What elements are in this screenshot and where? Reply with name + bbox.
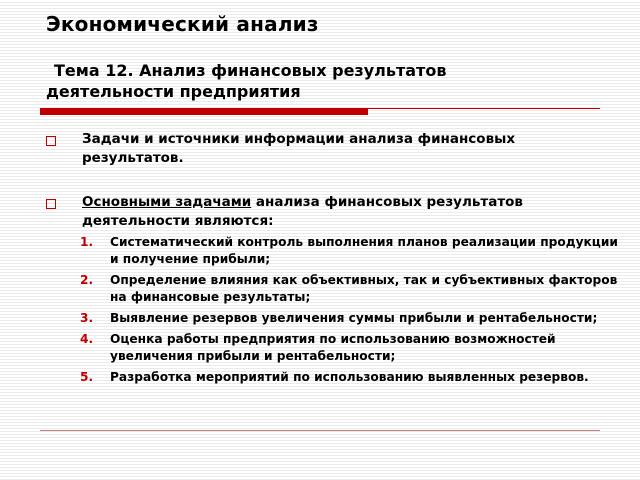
list-item-text: Разработка мероприятий по использованию выявленных резервов. [110, 370, 589, 384]
list-item-text: Определение влияния как объективных, так и субъективных факторов на финансовые результаты; [110, 273, 618, 304]
list-number: 5. [80, 370, 94, 384]
subtitle-line-2: деятельности предприятия [46, 82, 301, 101]
subtitle-line-1: Тема 12. Анализ финансовых результатов [54, 61, 447, 80]
list-number: 1. [80, 235, 94, 249]
title-accent-bar [40, 109, 368, 115]
slide-title: Экономический анализ [46, 12, 319, 36]
slide-subtitle [46, 60, 566, 102]
list-number: 4. [80, 332, 94, 346]
list-number: 3. [80, 311, 94, 325]
list-item [80, 310, 620, 327]
bullet-underlined-text: Основными задачами [82, 194, 252, 210]
square-bullet-icon [46, 199, 56, 209]
list-item-text: Систематический контроль выполнения планов реализации продукции и получение прибыли; [110, 235, 618, 266]
bullet-text: Задачи и источники информации анализа финансовых результатов. [82, 131, 516, 166]
footer-divider [40, 430, 600, 431]
square-bullet-icon [46, 136, 56, 146]
list-number: 2. [80, 273, 94, 287]
list-item-text: Оценка работы предприятия по использованию возможностей увеличения прибыли и рентабельности; [110, 332, 556, 363]
list-item [80, 369, 620, 386]
list-item [80, 272, 620, 306]
bullet-item [46, 130, 606, 168]
list-item [80, 331, 620, 365]
bullet-item [46, 193, 606, 231]
bullet-text [82, 193, 606, 231]
bullet-rest-text: анализа финансовых результатов деятельности являются: [82, 194, 523, 229]
tasks-list [80, 234, 620, 390]
list-item [80, 234, 620, 268]
list-item-text: Выявление резервов увеличения суммы прибыли и рентабельности; [110, 311, 598, 325]
